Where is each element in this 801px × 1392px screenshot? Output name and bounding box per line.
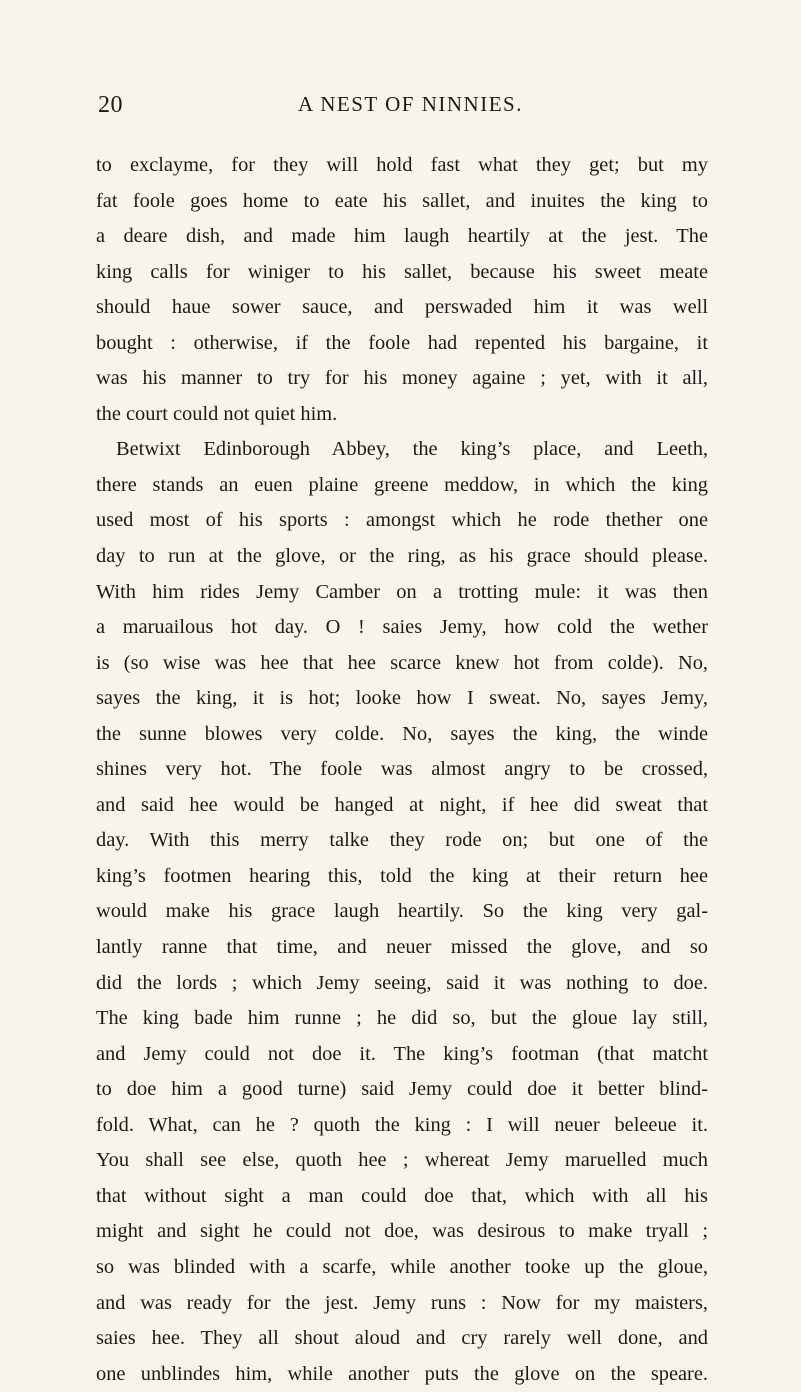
- text-line: should haue sower sauce, and perswaded him it was well: [96, 296, 708, 319]
- running-title: A NEST OF NINNIES.: [298, 92, 523, 116]
- text-line: fold. What, can he ? quoth the king : I will neuer beleeue it.: [96, 1113, 708, 1136]
- text-line: day. With this merry talke they rode on; but one of the: [96, 829, 708, 852]
- text-line: lantly ranne that time, and neuer missed the glove, and so: [96, 936, 708, 959]
- text-line: and said hee would be hanged at night, if hee did sweat that: [96, 793, 708, 816]
- text-line: would make his grace laugh heartily. So the king very gal-: [96, 900, 708, 923]
- text-line: the court could not quiet him.: [96, 402, 338, 425]
- text-line: fat foole goes home to eate his sallet, and inuites the king to: [96, 189, 708, 212]
- text-line: a deare dish, and made him laugh heartily at the jest. The: [96, 225, 708, 248]
- text-line: that without sight a man could doe that, which with all his: [96, 1184, 708, 1207]
- text-line: one unblindes him, while another puts the glove on the speare.: [96, 1362, 708, 1385]
- text-line: to doe him a good turne) said Jemy could doe it better blind-: [96, 1078, 708, 1101]
- text-line: bought : otherwise, if the foole had repented his bargaine, it: [96, 331, 708, 354]
- text-line: was his manner to try for his money againe ; yet, with it all,: [96, 367, 708, 390]
- text-line: shines very hot. The foole was almost angry to be crossed,: [96, 758, 708, 781]
- text-line: and Jemy could not doe it. The king’s footman (that matcht: [96, 1042, 708, 1065]
- text-line: day to run at the glove, or the ring, as his grace should please.: [96, 545, 708, 568]
- text-line: The king bade him runne ; he did so, but the gloue lay still,: [96, 1007, 708, 1030]
- page-number: 20: [98, 92, 123, 118]
- text-line: Betwixt Edinborough Abbey, the king’s place, and Leeth,: [116, 438, 708, 461]
- text-line: to exclayme, for they will hold fast what they get; but my: [96, 154, 708, 176]
- running-head: [98, 92, 708, 132]
- text-line: king’s footmen hearing this, told the king at their return hee: [96, 864, 708, 887]
- text-line: and was ready for the jest. Jemy runs : Now for my maisters,: [96, 1291, 708, 1314]
- text-line: With him rides Jemy Camber on a trotting mule: it was then: [96, 580, 708, 603]
- text-line: might and sight he could not doe, was desirous to make tryall ;: [96, 1220, 708, 1243]
- text-line: the sunne blowes very colde. No, sayes the king, the winde: [96, 722, 708, 745]
- text-line: You shall see else, quoth hee ; whereat Jemy maruelled much: [96, 1149, 708, 1172]
- text-line: a maruailous hot day. O ! saies Jemy, how cold the wether: [96, 616, 708, 639]
- text-line: used most of his sports : amongst which he rode thether one: [96, 509, 708, 532]
- text-line: is (so wise was hee that hee scarce knew hot from colde). No,: [96, 651, 708, 674]
- text-line: saies hee. They all shout aloud and cry rarely well done, and: [96, 1327, 708, 1350]
- text-line: did the lords ; which Jemy seeing, said it was nothing to doe.: [96, 971, 708, 994]
- text-line: king calls for winiger to his sallet, because his sweet meate: [96, 260, 708, 283]
- body-text: [96, 148, 708, 1392]
- text-line: there stands an euen plaine greene meddow, in which the king: [96, 473, 708, 496]
- text-line: so was blinded with a scarfe, while another tooke up the gloue,: [96, 1255, 708, 1278]
- text-line: sayes the king, it is hot; looke how I sweat. No, sayes Jemy,: [96, 687, 708, 710]
